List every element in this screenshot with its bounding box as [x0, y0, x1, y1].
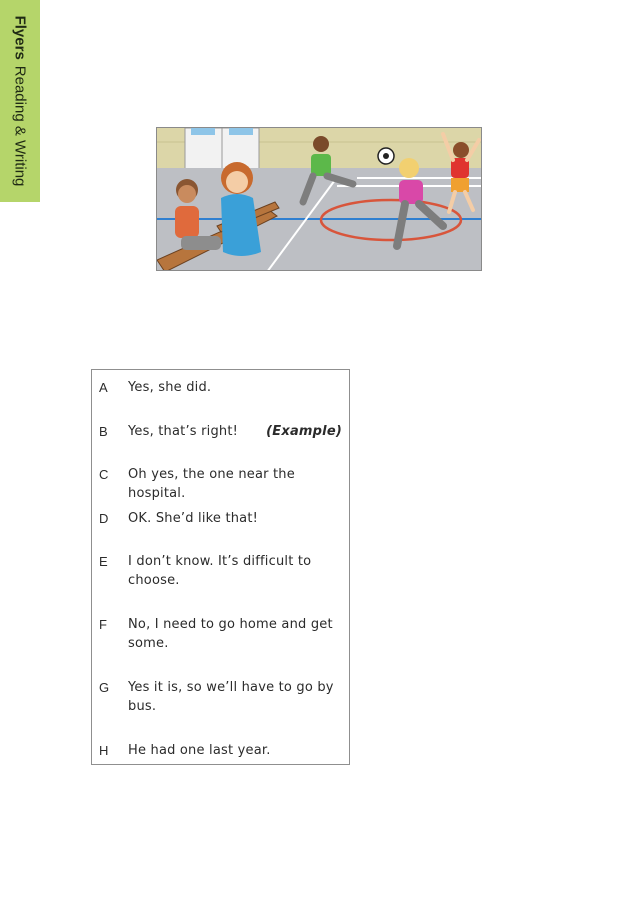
- woman-face: [226, 171, 248, 193]
- option-text: Yes, she did.: [128, 380, 212, 395]
- blonde-hair: [399, 158, 419, 178]
- illustration: [156, 127, 482, 271]
- option-text: He had one last year.: [128, 743, 271, 758]
- option-letter: E: [99, 554, 108, 569]
- girl-shirt: [175, 206, 199, 238]
- level-label: Flyers: [11, 15, 29, 60]
- side-tab: [0, 0, 40, 202]
- option-text: Yes it is, so we’ll have to go by bus.: [128, 680, 334, 714]
- option-letter: A: [99, 380, 108, 395]
- option-letter: B: [99, 424, 108, 439]
- football-patch: [383, 153, 389, 159]
- cheer-shorts: [451, 178, 469, 192]
- door-window-right: [229, 128, 253, 135]
- example-tag: (Example): [266, 424, 342, 439]
- option-text: Yes, that’s right!: [128, 424, 239, 439]
- girl-face: [178, 185, 196, 203]
- answer-options-box: [91, 369, 350, 765]
- option-text: OK. She’d like that!: [128, 511, 259, 526]
- option-letter: H: [99, 743, 109, 758]
- paper-label: Reading & Writing: [11, 65, 29, 187]
- girl-trousers: [181, 236, 221, 250]
- option-letter: C: [99, 467, 109, 482]
- option-letter: F: [99, 617, 108, 632]
- boy-head: [313, 136, 329, 152]
- cheer-hair: [453, 142, 469, 158]
- side-tab-label: [12, 16, 29, 187]
- option-text: Oh yes, the one near the hospital.: [128, 467, 295, 501]
- option-letter: G: [99, 680, 110, 695]
- door-window-left: [191, 128, 215, 135]
- option-letter: D: [99, 511, 109, 526]
- sports-hall-illustration: [157, 128, 482, 271]
- option-text: I don’t know. It’s difficult to choose.: [128, 554, 312, 588]
- option-text: No, I need to go home and get some.: [128, 617, 333, 651]
